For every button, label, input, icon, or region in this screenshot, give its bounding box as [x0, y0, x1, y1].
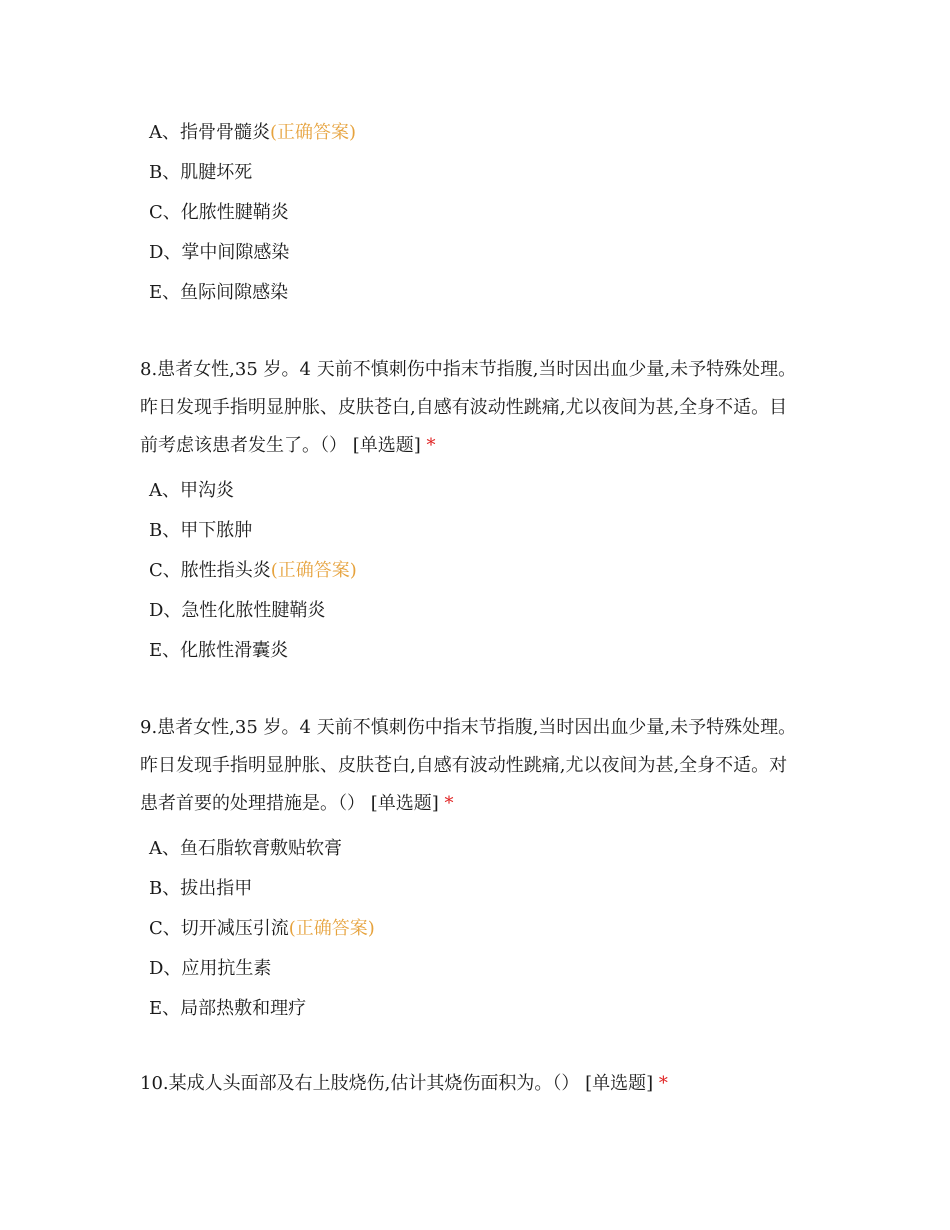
required-mark: *	[426, 435, 436, 456]
q8-options	[149, 471, 357, 671]
q8-option-b: B、甲下脓肿	[149, 520, 253, 541]
required-mark: *	[444, 793, 454, 814]
q7-options	[149, 113, 356, 313]
q8-question	[140, 351, 820, 465]
q9-text-line-2: 昨日发现手指明显肿胀、皮肤苍白,自感有波动性跳痛,尤以夜间为甚,全身不适。对	[140, 755, 788, 776]
q8-option-e: E、化脓性滑囊炎	[149, 640, 289, 661]
q7-option-c: C、化脓性腱鞘炎	[149, 202, 289, 223]
q9-options	[149, 829, 375, 1029]
q9-option-e: E、局部热敷和理疗	[149, 998, 307, 1019]
q7-option-a: A、指骨骨髓炎(正确答案)	[149, 122, 357, 143]
q9-option-d: D、应用抗生素	[149, 958, 272, 979]
correct-answer-label: (正确答案)	[270, 560, 357, 581]
q10-question	[140, 1065, 820, 1103]
q8-option-d: D、急性化脓性腱鞘炎	[149, 600, 326, 621]
q7-option-e: E、鱼际间隙感染	[149, 282, 289, 303]
q8-text-line-2: 昨日发现手指明显肿胀、皮肤苍白,自感有波动性跳痛,尤以夜间为甚,全身不适。目	[140, 397, 788, 418]
q7-option-b: B、肌腱坏死	[149, 162, 253, 183]
q10-text-line-1: 10.某成人头面部及右上肢烧伤,估计其烧伤面积为。（） [单选题] *	[140, 1073, 668, 1094]
required-mark: *	[658, 1073, 668, 1094]
q9-option-a: A、鱼石脂软膏敷贴软膏	[149, 838, 342, 859]
q9-question	[140, 709, 820, 823]
q9-option-c: C、切开减压引流(正确答案)	[149, 918, 375, 939]
correct-answer-label: (正确答案)	[288, 918, 375, 939]
q7-option-d: D、掌中间隙感染	[149, 242, 290, 263]
correct-answer-label: (正确答案)	[270, 122, 357, 143]
q8-text-line-1: 8.患者女性,35 岁。4 天前不慎刺伤中指末节指腹,当时因出血少量,未予特殊处理。	[140, 359, 797, 380]
q8-option-a: A、甲沟炎	[149, 480, 234, 501]
q9-option-b: B、拔出指甲	[149, 878, 253, 899]
q8-text-line-3: 前考虑该患者发生了。（） [单选题] *	[140, 435, 436, 456]
q8-option-c: C、脓性指头炎(正确答案)	[149, 560, 357, 581]
q9-text-line-1: 9.患者女性,35 岁。4 天前不慎刺伤中指末节指腹,当时因出血少量,未予特殊处理。	[140, 717, 797, 738]
q9-text-line-3: 患者首要的处理措施是。（） [单选题] *	[140, 793, 454, 814]
